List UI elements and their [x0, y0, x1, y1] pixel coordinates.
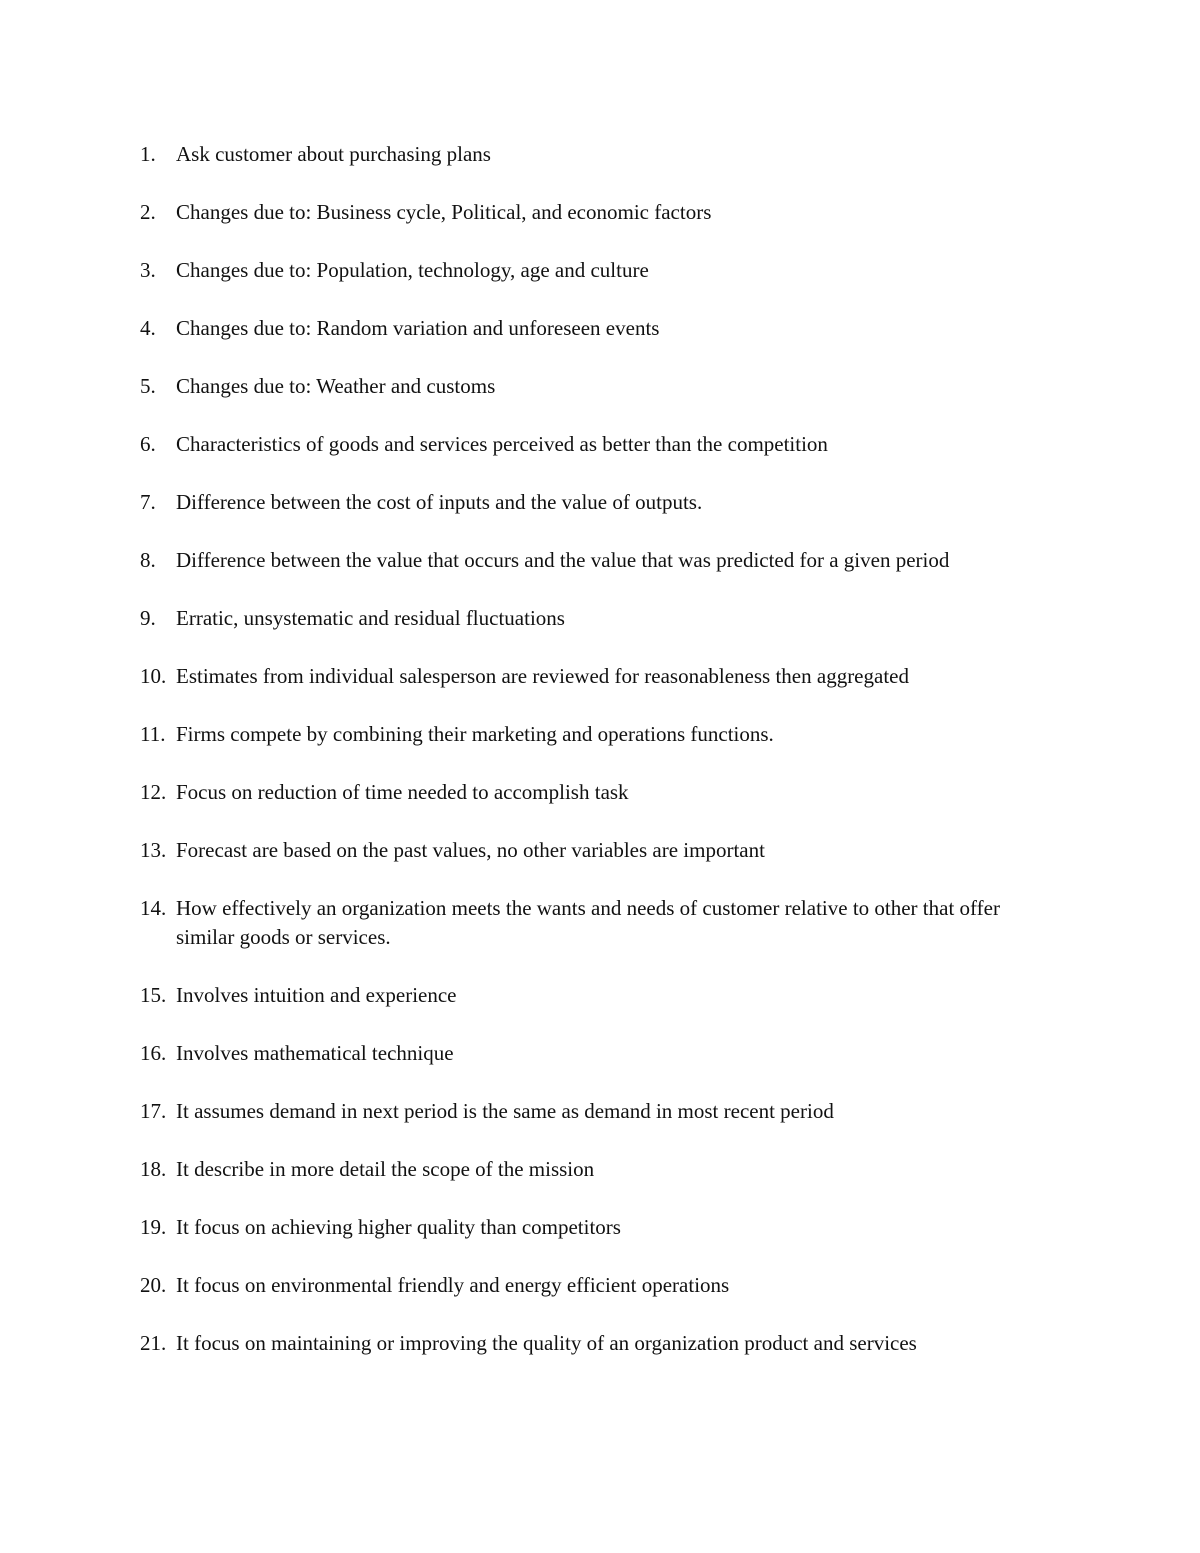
list-item-text: Changes due to: Weather and customs — [176, 374, 496, 398]
list-item — [0, 894, 1200, 952]
list-item — [0, 1039, 1200, 1068]
list-item-text: Changes due to: Population, technology, age and culture — [176, 258, 649, 282]
list-item-text: Estimates from individual salesperson are reviewed for reasonableness then aggregated — [176, 664, 909, 688]
list-item-text: Changes due to: Random variation and unforeseen events — [176, 316, 660, 340]
list-item-number: 8. — [140, 548, 156, 572]
list-item-text: It focus on environmental friendly and energy efficient operations — [176, 1273, 730, 1297]
list-item — [0, 836, 1200, 865]
list-item — [0, 488, 1200, 517]
list-item-text: Erratic, unsystematic and residual fluctuations — [176, 606, 565, 630]
list-item-text: Ask customer about purchasing plans — [176, 142, 491, 166]
list-item — [0, 546, 1200, 575]
list-item-text: Characteristics of goods and services perceived as better than the competition — [176, 432, 828, 456]
list-item-number: 11. — [140, 722, 166, 746]
list-item — [0, 430, 1200, 459]
list-item-number: 7. — [140, 490, 156, 514]
list-item — [0, 256, 1200, 285]
list-item — [0, 1329, 1200, 1358]
list-item — [0, 604, 1200, 633]
list-item — [0, 198, 1200, 227]
list-item — [0, 140, 1200, 169]
list-item-text: It focus on maintaining or improving the quality of an organization product and services — [176, 1331, 917, 1355]
numbered-list — [0, 140, 1200, 1387]
list-item-number: 16. — [140, 1041, 167, 1065]
list-item — [0, 1213, 1200, 1242]
list-item-text: Involves mathematical technique — [176, 1041, 454, 1065]
list-item-text: Difference between the cost of inputs and the value of outputs. — [176, 490, 703, 514]
list-item-number: 20. — [140, 1273, 167, 1297]
list-item — [0, 720, 1200, 749]
list-item-number: 6. — [140, 432, 156, 456]
list-item-text: Focus on reduction of time needed to accomplish task — [176, 780, 629, 804]
list-item-number: 15. — [140, 983, 167, 1007]
list-item-text: Involves intuition and experience — [176, 983, 457, 1007]
list-item-text: It describe in more detail the scope of the mission — [176, 1157, 595, 1181]
list-item — [0, 314, 1200, 343]
list-item-number: 10. — [140, 664, 167, 688]
list-item — [0, 372, 1200, 401]
list-item-number: 17. — [140, 1099, 167, 1123]
list-item-number: 5. — [140, 374, 156, 398]
list-item-text: Firms compete by combining their marketing and operations functions. — [176, 722, 774, 746]
list-item-text: It assumes demand in next period is the same as demand in most recent period — [176, 1099, 834, 1123]
list-item-text: Changes due to: Business cycle, Political, and economic factors — [176, 200, 712, 224]
list-item — [0, 1271, 1200, 1300]
list-item-number: 21. — [140, 1331, 167, 1355]
list-item-number: 13. — [140, 838, 167, 862]
list-item — [0, 1155, 1200, 1184]
list-item-text: It focus on achieving higher quality than competitors — [176, 1215, 621, 1239]
list-item-text: Difference between the value that occurs and the value that was predicted for a given period — [176, 548, 950, 572]
list-item-number: 1. — [140, 142, 156, 166]
list-item-number: 4. — [140, 316, 156, 340]
list-item-text: How effectively an organization meets the wants and needs of customer relative to other that offer similar goods or services. — [176, 896, 1000, 949]
list-item-number: 2. — [140, 200, 156, 224]
list-item — [0, 1097, 1200, 1126]
list-item-text: Forecast are based on the past values, no other variables are important — [176, 838, 765, 862]
list-item-number: 18. — [140, 1157, 167, 1181]
list-item-number: 19. — [140, 1215, 167, 1239]
list-item-number: 3. — [140, 258, 156, 282]
list-item-number: 12. — [140, 780, 167, 804]
list-item-number: 9. — [140, 606, 156, 630]
list-item — [0, 778, 1200, 807]
list-item — [0, 981, 1200, 1010]
list-item-number: 14. — [140, 896, 167, 920]
list-item — [0, 662, 1200, 691]
